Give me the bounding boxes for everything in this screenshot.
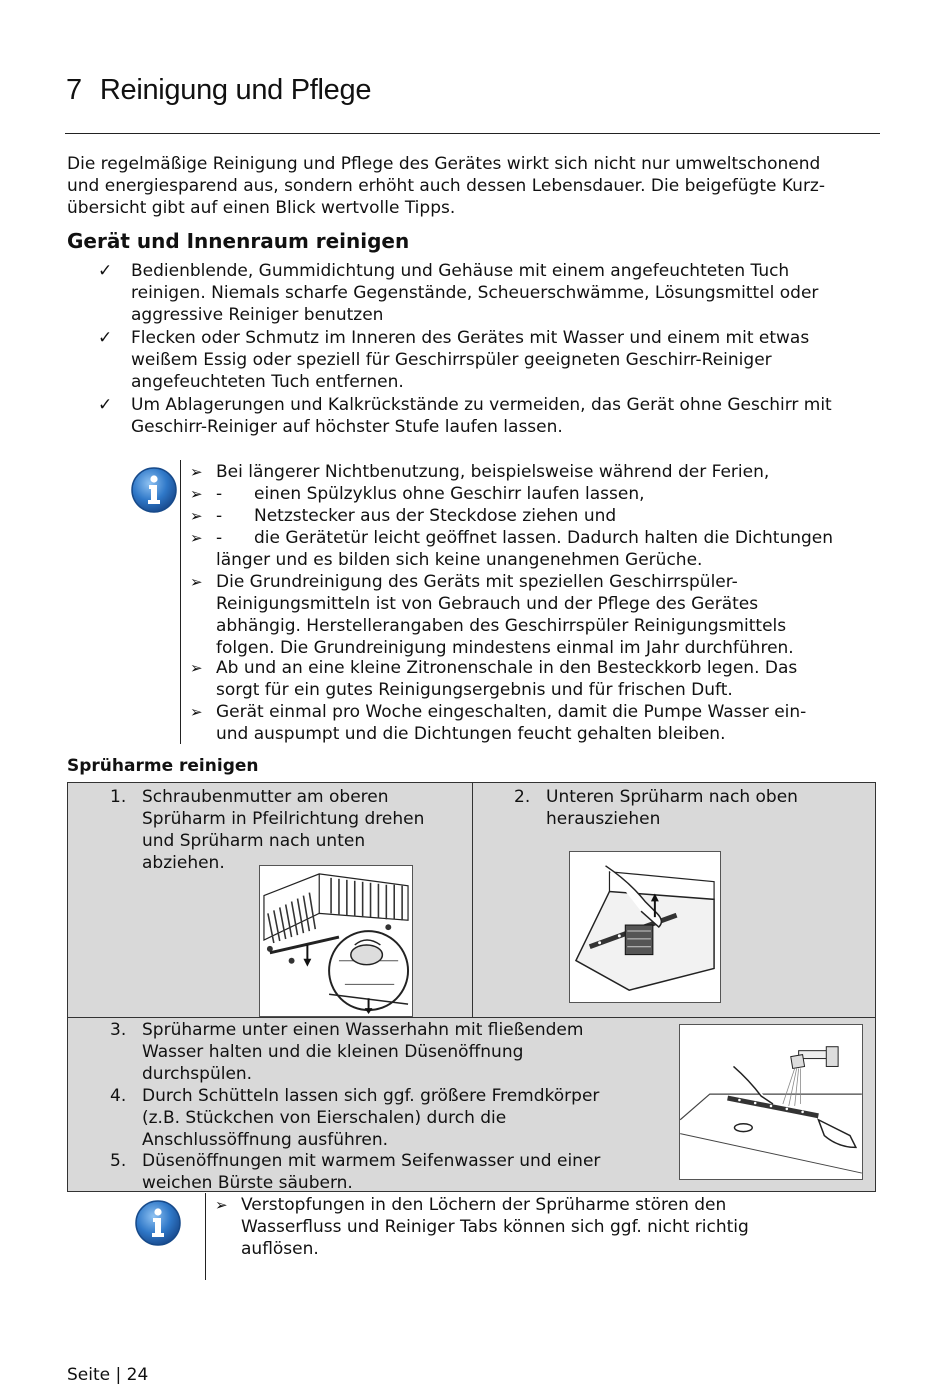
check-mark-icon: ✓ <box>98 261 113 281</box>
item-line: die Gerätetür leicht geöffnet lassen. Dadurch halten die Dichtungen <box>254 528 834 548</box>
info-icon <box>134 1199 182 1247</box>
arrow-bullet-icon: ➢ <box>190 529 203 547</box>
item-line: reinigen. Niemals scharfe Gegenstände, Scheuerschwämme, Lösungsmittel oder <box>131 283 819 303</box>
info-box-divider <box>205 1193 206 1280</box>
item-line: Um Ablagerungen und Kalkrückstände zu vermeiden, das Gerät ohne Geschirr mit <box>131 395 832 415</box>
step-number: 1. <box>110 787 127 807</box>
step-line: Durch Schütteln lassen sich ggf. größere Fremdkörper <box>142 1086 600 1106</box>
check-mark-icon: ✓ <box>98 328 113 348</box>
item-line: sorgt für ein gutes Reinigungsergebnis und für frischen Duft. <box>216 680 733 700</box>
intro-paragraph <box>67 153 825 219</box>
item-line: Gerät einmal pro Woche eingeschalten, damit die Pumpe Wasser ein- <box>216 702 807 722</box>
item-line: Die Grundreinigung des Geräts mit speziellen Geschirrspüler- <box>216 572 738 592</box>
section-heading-spray-arms: Sprüharme reinigen <box>67 756 259 776</box>
arrow-bullet-icon: ➢ <box>190 659 203 677</box>
info-box-divider <box>180 460 181 744</box>
step-line: weichen Bürste säubern. <box>142 1173 353 1193</box>
dash-marker: - <box>216 484 223 504</box>
step-line: herausziehen <box>546 809 661 829</box>
item-line: weißem Essig oder speziell für Geschirrspüler geeigneten Geschirr-Reiniger <box>131 350 772 370</box>
dash-marker: - <box>216 528 223 548</box>
arrow-bullet-icon: ➢ <box>190 573 203 591</box>
footer-separator: | <box>115 1365 122 1385</box>
intro-line: Die regelmäßige Reinigung und Pflege des Gerätes wirkt sich nicht nur umweltschonend <box>67 154 821 174</box>
footer-label: Seite <box>67 1365 111 1385</box>
item-line: aggressive Reiniger benutzen <box>131 305 384 325</box>
rinse-spray-arm-illustration <box>679 1024 863 1180</box>
lower-spray-arm-illustration <box>569 851 721 1003</box>
item-line: Verstopfungen in den Löchern der Sprüharme stören den <box>241 1195 727 1215</box>
item-line: und auspumpt und die Dichtungen feucht gehalten bleiben. <box>216 724 726 744</box>
step-line: Anschlussöffnung ausführen. <box>142 1130 389 1150</box>
page-footer <box>67 1365 148 1385</box>
table-row-divider <box>68 1017 875 1018</box>
step-line: (z.B. Stückchen von Eierschalen) durch die <box>142 1108 507 1128</box>
arrow-bullet-icon: ➢ <box>190 463 203 481</box>
item-line: Bei längerer Nichtbenutzung, beispielsweise während der Ferien, <box>216 462 770 482</box>
arrow-bullet-icon: ➢ <box>215 1196 228 1214</box>
step-number: 5. <box>110 1151 127 1171</box>
step-line: Wasser halten und die kleinen Düsenöffnung <box>142 1042 524 1062</box>
step-number: 3. <box>110 1020 127 1040</box>
chapter-title-text: Reinigung und Pflege <box>99 74 372 106</box>
item-line: Geschirr-Reiniger auf höchster Stufe laufen lassen. <box>131 417 563 437</box>
step-number: 2. <box>514 787 531 807</box>
step-line: Sprüharm in Pfeilrichtung drehen <box>142 809 425 829</box>
chapter-title <box>66 74 371 107</box>
dash-marker: - <box>216 506 223 526</box>
arrow-bullet-icon: ➢ <box>190 703 203 721</box>
step-line: abziehen. <box>142 853 225 873</box>
intro-line: und energiesparend aus, sondern erhöht auch dessen Lebensdauer. Die beigefügte Kurz- <box>67 176 825 196</box>
step-number: 4. <box>110 1086 127 1106</box>
page-number: 24 <box>126 1365 149 1385</box>
item-line: Flecken oder Schmutz im Inneren des Gerätes mit Wasser und einem mit etwas <box>131 328 810 348</box>
title-rule <box>65 133 880 134</box>
chapter-number: 7 <box>66 74 82 106</box>
step-line: durchspülen. <box>142 1064 253 1084</box>
item-line: Netzstecker aus der Steckdose ziehen und <box>254 506 617 526</box>
info-icon <box>130 466 178 514</box>
item-line: auflösen. <box>241 1239 319 1259</box>
upper-spray-arm-illustration <box>259 865 413 1017</box>
step-line: Düsenöffnungen mit warmem Seifenwasser und einer <box>142 1151 601 1171</box>
item-line: angefeuchteten Tuch entfernen. <box>131 372 404 392</box>
item-line: Wasserfluss und Reiniger Tabs können sich ggf. nicht richtig <box>241 1217 749 1237</box>
item-line: länger und es bilden sich keine unangenehmen Gerüche. <box>216 550 703 570</box>
intro-line: übersicht gibt auf einen Blick wertvolle Tipps. <box>67 198 456 218</box>
item-line: Bedienblende, Gummidichtung und Gehäuse mit einem angefeuchteten Tuch <box>131 261 790 281</box>
item-line: folgen. Die Grundreinigung mindestens einmal im Jahr durchführen. <box>216 638 794 658</box>
section-heading-device-cleaning: Gerät und Innenraum reinigen <box>67 229 410 253</box>
arrow-bullet-icon: ➢ <box>190 485 203 503</box>
check-mark-icon: ✓ <box>98 395 113 415</box>
item-line: Reinigungsmitteln ist von Gebrauch und der Pflege des Gerätes <box>216 594 759 614</box>
item-line: einen Spülzyklus ohne Geschirr laufen lassen, <box>254 484 645 504</box>
step-line: Unteren Sprüharm nach oben <box>546 787 798 807</box>
item-line: abhängig. Herstellerangaben des Geschirrspüler Reinigungsmittels <box>216 616 787 636</box>
step-line: und Sprüharm nach unten <box>142 831 366 851</box>
item-line: Ab und an eine kleine Zitronenschale in den Besteckkorb legen. Das <box>216 658 798 678</box>
arrow-bullet-icon: ➢ <box>190 507 203 525</box>
instruction-table <box>67 782 876 1192</box>
table-column-divider <box>472 783 473 1017</box>
step-line: Schraubenmutter am oberen <box>142 787 389 807</box>
step-line: Sprüharme unter einen Wasserhahn mit fließendem <box>142 1020 584 1040</box>
